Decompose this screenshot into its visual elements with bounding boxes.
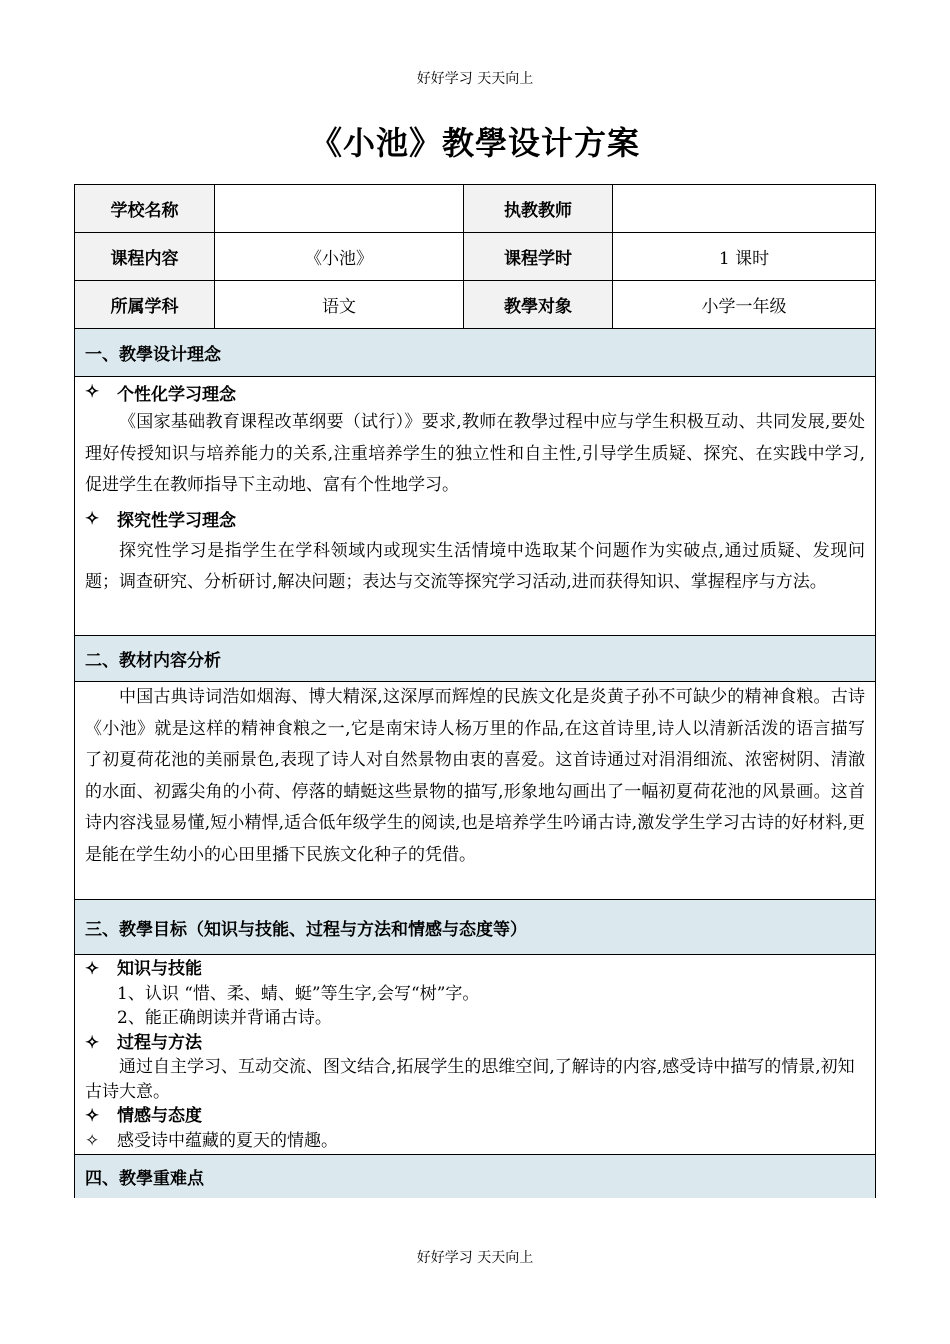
document-title: 《小池》教學设计方案 — [309, 124, 640, 162]
subheading-text: 知识与技能 — [117, 959, 202, 979]
section-3-heading: 三、教學目标（知识与技能、过程与方法和情感与态度等） — [75, 900, 875, 955]
diamond-bullet-icon: ✧ — [85, 382, 100, 402]
diamond-bullet-icon: ✧ — [85, 959, 100, 979]
paragraph: 通过自主学习、互动交流、图文结合,拓展学生的思维空间,了解诗的内容,感受诗中描写的情景,初知古诗大意。 — [85, 1057, 855, 1102]
teacher-label: 执教教师 — [464, 185, 613, 233]
section-2-body — [75, 682, 875, 900]
subheading-process — [85, 1031, 865, 1056]
paragraph: 《国家基础教育课程改革纲要（试行）》要求,教师在教學过程中应与学生积极互动、共同发展,要处理好传授知识与培养能力的关系,注重培养学生的独立性和自主性,引导学生质疑、探究、在实践中学习,促进学生在教师指导下主动地、富有个性地学习。 — [85, 412, 865, 495]
school-value — [215, 185, 464, 233]
subheading-emotion — [85, 1104, 865, 1129]
paragraph: 探究性学习是指学生在学科领域内或现实生活情境中选取某个问题作为实破点,通过质疑、发现问题；调查研究、分析研讨,解决问题；表达与交流等探究学习活动,进而获得知识、掌握程序与方法。 — [85, 540, 865, 592]
subject-label: 所属学科 — [75, 281, 215, 329]
list-item: 2、能正确朗读并背诵古诗。 — [117, 1008, 332, 1028]
course-value: 《小池》 — [215, 233, 464, 281]
section-1-body — [75, 377, 875, 636]
list-item — [85, 1129, 865, 1154]
section-2-heading: 二、教材内容分析 — [75, 636, 875, 682]
subheading-text: 探究性学习理念 — [117, 511, 236, 531]
target-label: 教學对象 — [464, 281, 613, 329]
section-1-heading: 一、教學设计理念 — [75, 329, 875, 377]
section-4-heading: 四、教學重难点 — [75, 1155, 875, 1198]
paragraph: 中国古典诗词浩如烟海、博大精深,这深厚而辉煌的民族文化是炎黄子孙不可缺少的精神食粮。古诗《小池》就是这样的精神食粮之一,它是南宋诗人杨万里的作品,在这首诗里,诗人以清新活泼的语言描写了初夏荷花池的美丽景色,表现了诗人对自然景物由衷的喜爱。这首诗通过对涓涓细流、浓密树阴、清澈的水面、初露尖角的小荷、停落的蜻蜓这些景物的描写,形象地勾画出了一幅初夏荷花池的风景画。这首诗内容浅显易懂,短小精悍,适合低年级学生的阅读,也是培养学生吟诵古诗,激发学生学习古诗的好材料,更是能在学生幼小的心田里播下民族文化种子的凭借。 — [85, 687, 865, 865]
hours-value: 1 课时 — [613, 233, 875, 281]
subheading-knowledge — [85, 957, 865, 982]
hours-label: 课程学时 — [464, 233, 613, 281]
lesson-plan-table — [74, 184, 876, 1198]
page-header: 好好学习 天天向上 — [416, 71, 534, 87]
target-value: 小学一年级 — [613, 281, 875, 329]
info-grid — [75, 185, 875, 329]
diamond-bullet-icon: ✧ — [85, 1032, 100, 1053]
subheading-text: 情感与态度 — [117, 1106, 202, 1126]
diamond-bullet-icon: ✧ — [85, 1106, 100, 1126]
subheading-text: 个性化学习理念 — [117, 384, 236, 405]
page-footer: 好好学习 天天向上 — [416, 1250, 534, 1266]
course-label: 课程内容 — [75, 233, 215, 281]
teacher-value — [613, 185, 875, 233]
subheading-inquiry — [85, 502, 865, 536]
diamond-bullet-icon: ✧ — [85, 508, 100, 529]
section-3-body — [75, 955, 875, 1155]
subheading-personalized — [85, 377, 865, 407]
subject-value: 语文 — [215, 281, 464, 329]
diamond-bullet-icon: ✧ — [85, 1130, 100, 1151]
list-item-text: 感受诗中蕴藏的夏天的情趣。 — [117, 1130, 338, 1151]
list-item: 1、认识 “惜、柔、蜻、蜓”等生字,会写“树”字。 — [117, 983, 480, 1004]
subheading-text: 过程与方法 — [117, 1032, 202, 1053]
school-label: 学校名称 — [75, 185, 215, 233]
